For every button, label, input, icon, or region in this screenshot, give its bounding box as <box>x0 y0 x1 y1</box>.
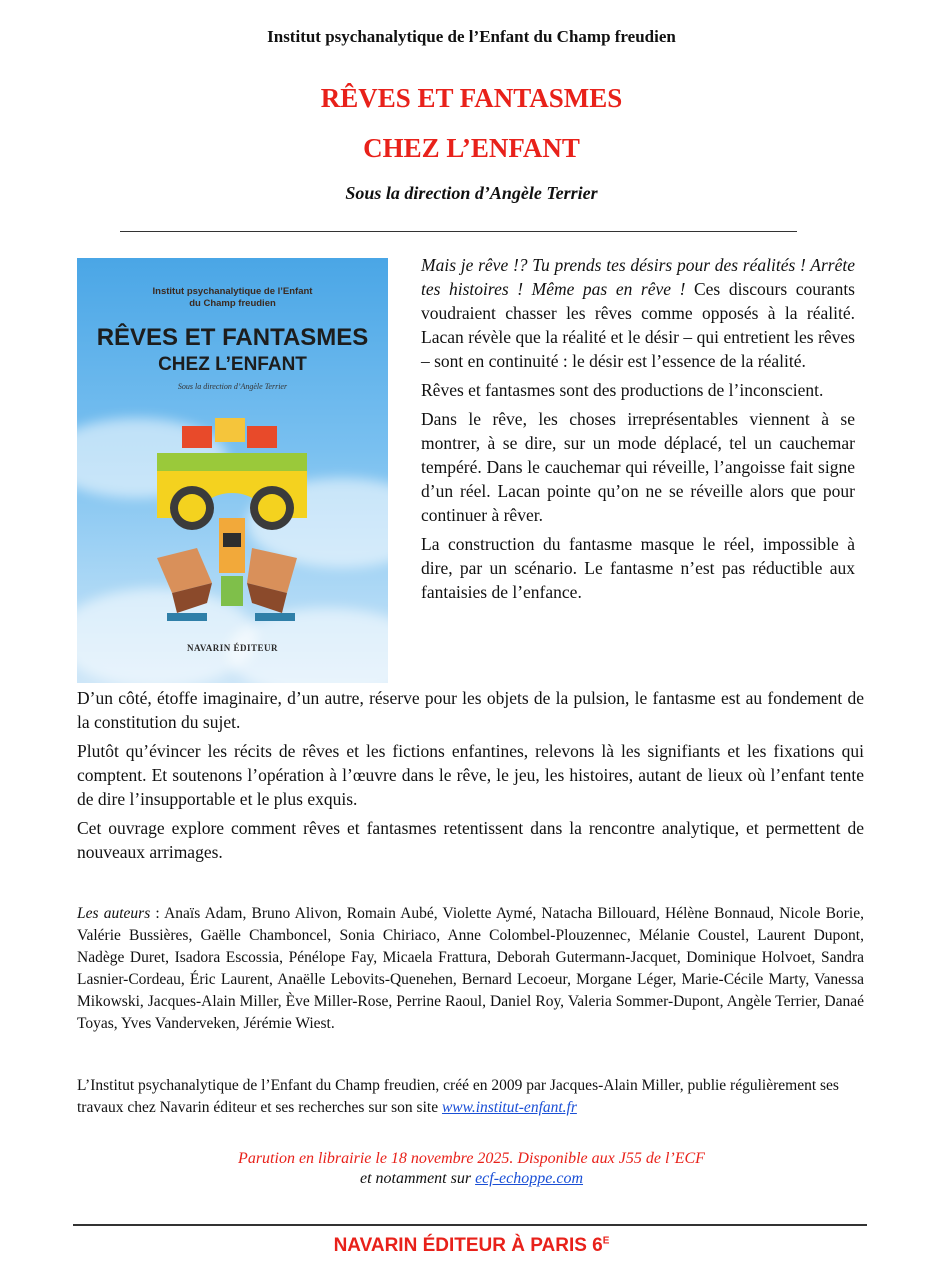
paragraph-3: Dans le rêve, les choses irreprésentables viennent à se montrer, à se dire, sur un mode déplacé, tel un cauchemar tempéré. Dans le cauchemar qui réveille, l’angoisse fait signe d’un réel. Lacan pointe qu’on ne se réveille alors que pour continuer à rêver. <box>421 409 855 525</box>
cover-publisher: NAVARIN ÉDITEUR <box>187 643 278 653</box>
release-date: Parution en librairie le 18 novembre 2025. Disponible aux J55 de l’ECF <box>238 1150 705 1167</box>
cover-institute-line-1: Institut psychanalytique de l’Enfant <box>152 286 313 297</box>
paragraph-6: Plutôt qu’évincer les récits de rêves et les fictions enfantines, relevons là les signifiants et les fixations qui comptent. Et soutenons l’opération à l’œuvre dans le rêve, le jeu, les histoires, autant de lieux où l’enfant tente de dire l’insupportable et le plus exquis. <box>77 741 864 809</box>
cover-institute-line-2: du Champ freudien <box>189 298 276 309</box>
paragraph-1 <box>421 253 855 373</box>
institute-website-link[interactable]: www.institut-enfant.fr <box>441 1099 577 1116</box>
top-divider <box>120 231 797 232</box>
authors-label: Les auteurs <box>77 905 151 922</box>
footer-text: NAVARIN ÉDITEUR À PARIS 6 <box>333 1235 603 1256</box>
paragraph-7: Cet ouvrage explore comment rêves et fantasmes retentissent dans la rencontre analytique, et permettent de nouveaux arrimages. <box>77 818 864 862</box>
cover-toy-blocks-illustration <box>137 408 327 638</box>
ecf-echoppe-link[interactable]: ecf-echoppe.com <box>475 1170 584 1187</box>
cover-title-line-2: CHEZ L’ENFANT <box>158 354 307 375</box>
publisher-footer <box>0 1235 943 1257</box>
availability-line <box>0 1170 943 1188</box>
cover-title-line-1: RÊVES ET FANTASMES <box>96 324 369 351</box>
description-full-width <box>77 686 864 869</box>
cover-institute <box>77 286 388 310</box>
bottom-divider <box>73 1224 867 1226</box>
footer-superscript: E <box>602 1235 610 1247</box>
title-line-2: CHEZ L’ENFANT <box>363 133 580 163</box>
paragraph-1-quote: Mais je rêve !? Tu prends tes désirs pour des réalités ! Arrête tes histoires ! Même pas en rêve ! <box>421 255 855 299</box>
authors-list <box>77 903 864 1035</box>
about-text: L’Institut psychanalytique de l’Enfant du Champ freudien, créé en 2009 par Jacques-Alain Miller, publie régulièrement ses travaux chez Navarin éditeur et ses recherches sur son site <box>77 1077 839 1116</box>
description-side-column <box>421 253 855 609</box>
paragraph-5: D’un côté, étoffe imaginaire, d’un autre, réserve pour les objets de la pulsion, le fantasme est au fondement de la constitution du sujet. <box>77 688 864 732</box>
paragraph-2: Rêves et fantasmes sont des productions de l’inconscient. <box>421 380 824 400</box>
availability-prefix: et notamment sur <box>359 1170 476 1187</box>
authors-names: : Anaïs Adam, Bruno Alivon, Romain Aubé, Violette Aymé, Natacha Billouard, Hélène Bonnaud, Nicole Borie, Valérie Bussières, Gaëlle Chamboncel, Sonia Chiriaco, Anne Colombel-Plouzennec, Mélanie Coustel, Laurent Dupont, Nadège Duret, Isadora Escossia, Pénélope Fay, Micaela Frattura, Deborah Gutermann-Jacquet, Dominique Holvoet, Sandra Lasnier-Cordeau, Éric Laurent, Anaëlle Lebovits-Quenehen, Bernard Lecoeur, Morgane Léger, Marie-Cécile Marty, Vanessa Mikowski, Jacques-Alain Miller, Ève Miller-Rose, Perrine Raoul, Daniel Roy, Valeria Sommer-Dupont, Angèle Terrier, Danaé Toyas, Yves Vanderveken, Jérémie Wiest. <box>77 905 864 1032</box>
institute-name: Institut psychanalytique de l’Enfant du Champ freudien <box>267 27 676 46</box>
paragraph-1-text: Ces discours courants voudraient chasser les rêves comme opposés à la réalité. Lacan révèle que la réalité et le désir – qui entretient les rêves – sont en continuité : le désir est l’essence de la réalité. <box>421 279 855 371</box>
title-line-1: RÊVES ET FANTASMES <box>320 83 623 113</box>
cover-subtitle: Sous la direction d’Angèle Terrier <box>177 382 288 391</box>
paragraph-4: La construction du fantasme masque le réel, impossible à dire, par un scénario. Le fantasme n’est pas réductible aux fantaisies de l’enfance. <box>421 534 855 602</box>
institute-about <box>77 1075 864 1119</box>
subtitle: Sous la direction d’Angèle Terrier <box>345 183 598 203</box>
book-cover-image <box>77 258 388 683</box>
